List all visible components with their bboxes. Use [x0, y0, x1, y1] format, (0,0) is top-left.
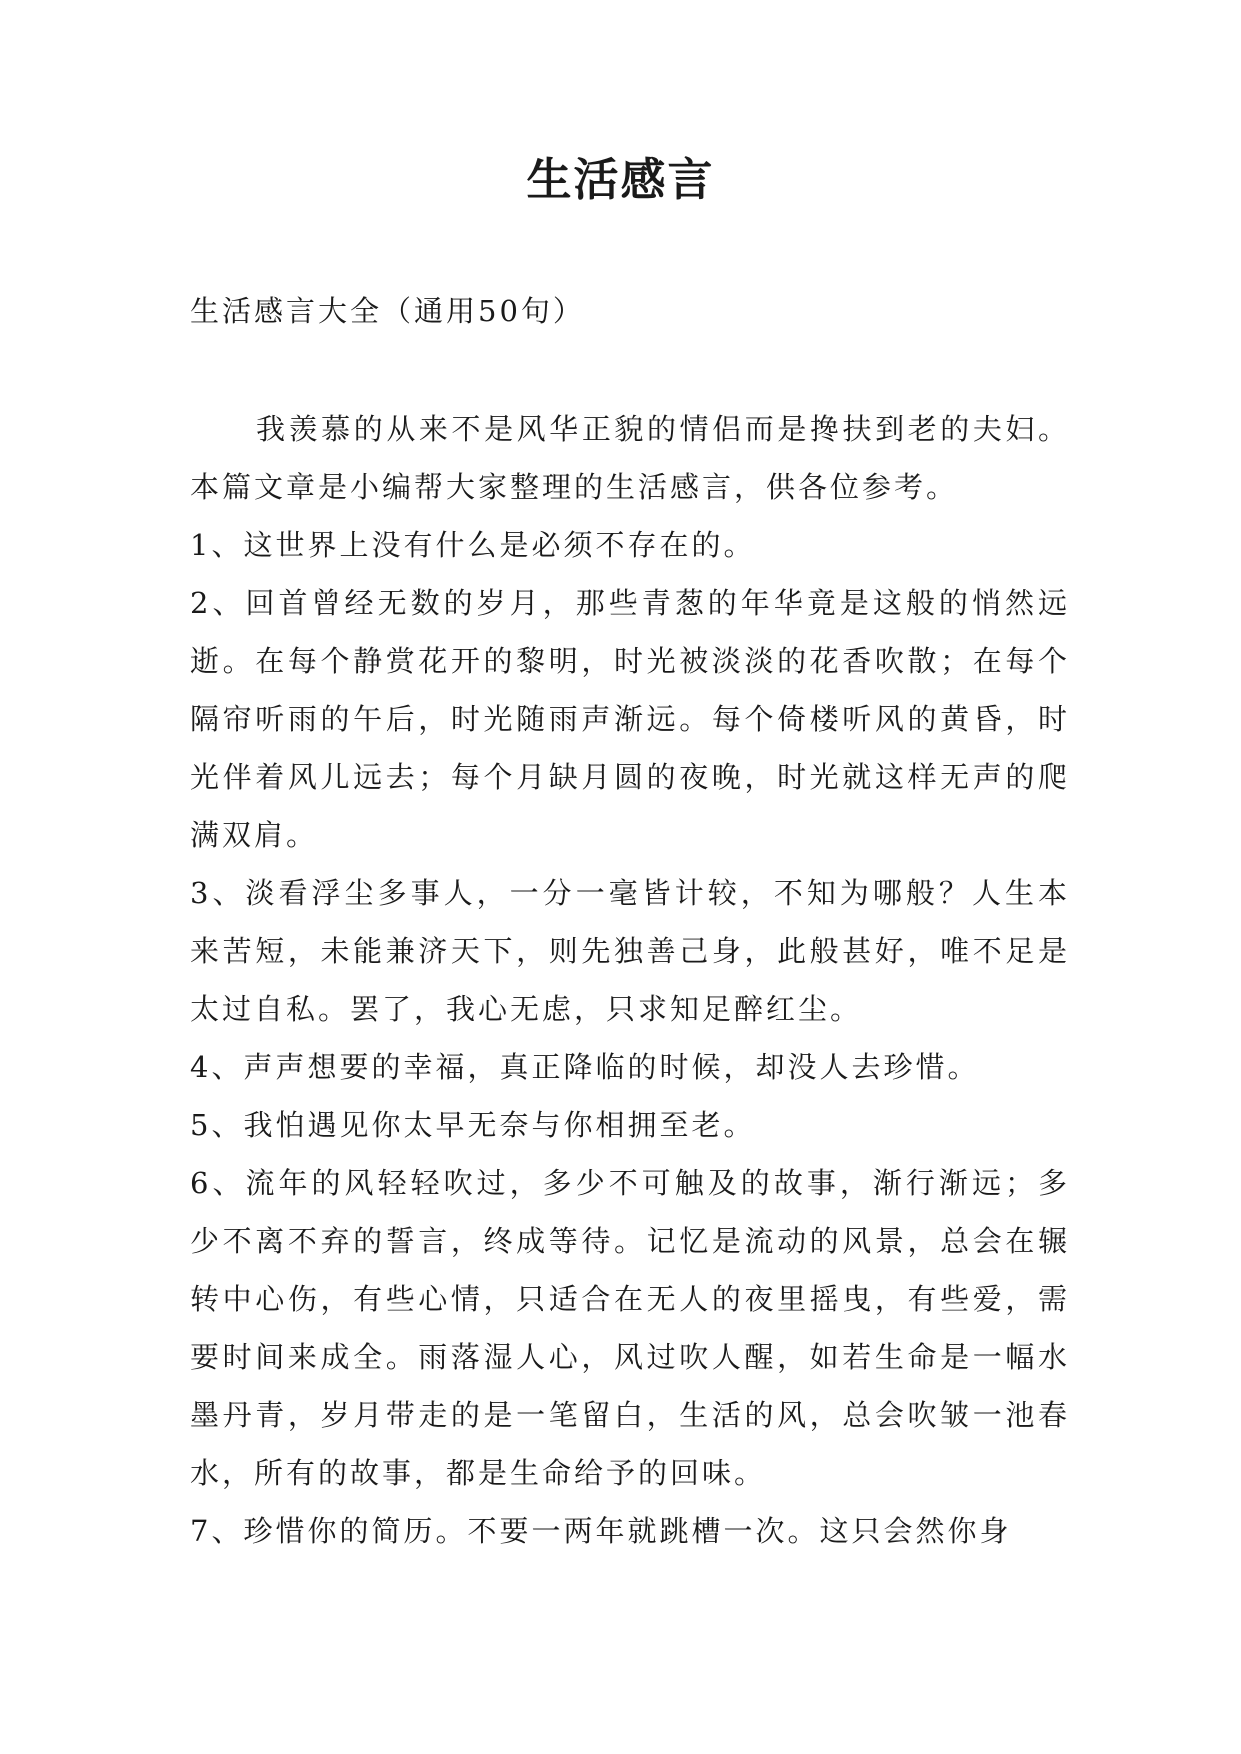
list-item: 3、淡看浮尘多事人，一分一毫皆计较，不知为哪般？人生本来苦短，未能兼济天下，则先独善己身，此般甚好，唯不足是太过自私。罢了，我心无虑，只求知足醉红尘。 — [190, 876, 1070, 1026]
intro-paragraph: 我羡慕的从来不是风华正貌的情侣而是搀扶到老的夫妇。本篇文章是小编帮大家整理的生活感言，供各位参考。 — [190, 412, 1070, 504]
list-item: 7、珍惜你的简历。不要一两年就跳槽一次。这只会然你身 — [190, 1514, 1012, 1548]
list-item: 2、回首曾经无数的岁月，那些青葱的年华竟是这般的悄然远逝。在每个静赏花开的黎明，时光被淡淡的花香吹散；在每个隔帘听雨的午后，时光随雨声渐远。每个倚楼听风的黄昏，时光伴着风儿远去；每个月缺月圆的夜晚，时光就这样无声的爬满双肩。 — [190, 586, 1070, 852]
document-body — [190, 400, 1070, 1560]
document-title: 生活感言 — [526, 153, 715, 206]
list-item: 4、声声想要的幸福，真正降临的时候，却没人去珍惜。 — [190, 1050, 980, 1084]
list-item: 6、流年的风轻轻吹过，多少不可触及的故事，渐行渐远；多少不离不弃的誓言，终成等待。记忆是流动的风景，总会在辗转中心伤，有些心情，只适合在无人的夜里摇曳，有些爱，需要时间来成全。雨落湿人心，风过吹人醒，如若生命是一幅水墨丹青，岁月带走的是一笔留白，生活的风，总会吹皱一池春水，所有的故事，都是生命给予的回味。 — [190, 1166, 1070, 1490]
list-item: 5、我怕遇见你太早无奈与你相拥至老。 — [190, 1108, 756, 1142]
document-subtitle: 生活感言大全（通用50句） — [190, 294, 585, 328]
list-item: 1、这世界上没有什么是必须不存在的。 — [190, 528, 756, 562]
